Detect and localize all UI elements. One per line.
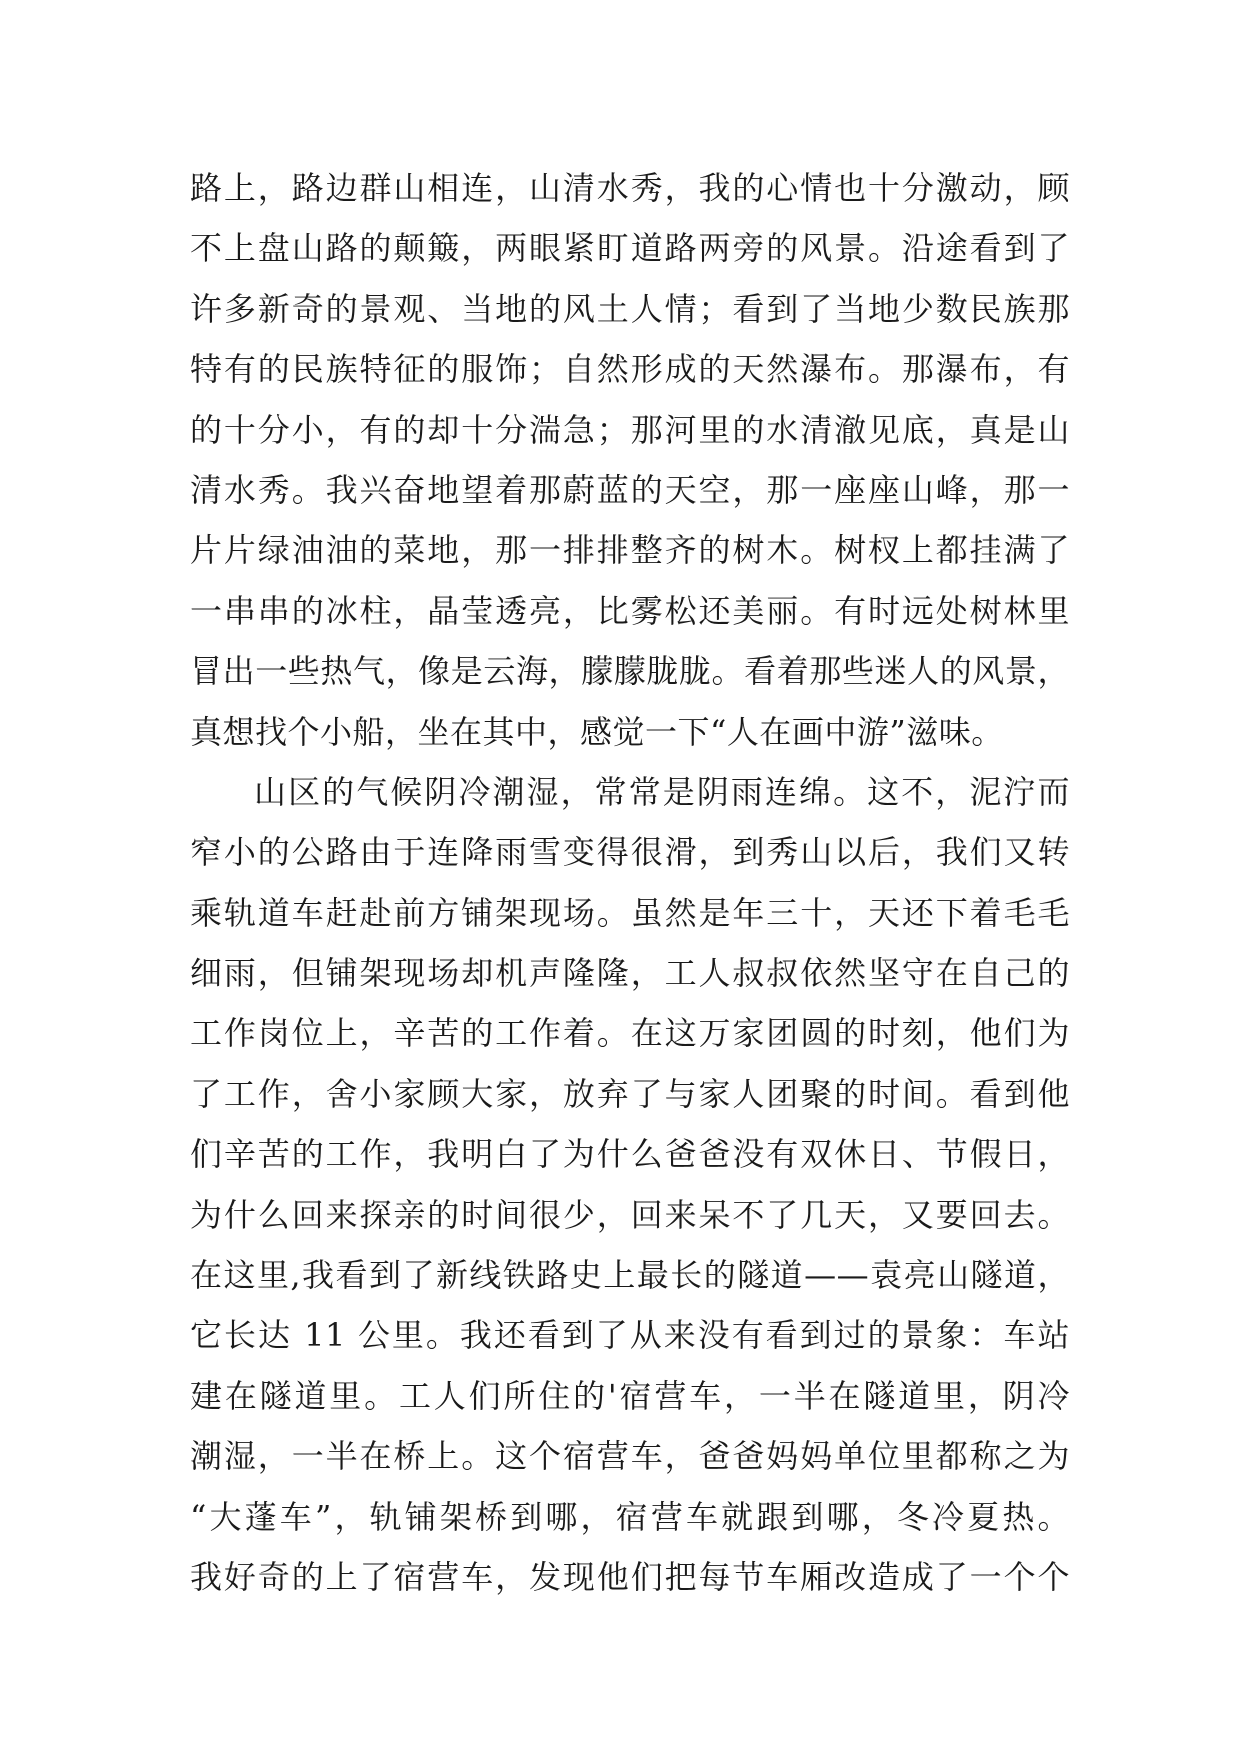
text-line: 潮湿，一半在桥上。这个宿营车，爸爸妈妈单位里都称之为: [190, 1437, 1070, 1476]
text-line: 不上盘山路的颠簸，两眼紧盯道路两旁的风景。沿途看到了: [190, 229, 1070, 268]
text-line: 了工作，舍小家顾大家，放弃了与家人团聚的时间。看到他: [190, 1074, 1070, 1113]
text-line: 真想找个小船，坐在其中，感觉一下“人在画中游”滋味。: [190, 712, 1004, 751]
text-line: 片片绿油油的菜地，那一排排整齐的树木。树杈上都挂满了: [190, 531, 1070, 570]
text-line: 工作岗位上，辛苦的工作着。在这万家团圆的时刻，他们为: [190, 1014, 1070, 1053]
text-line: 为什么回来探亲的时间很少，回来呆不了几天，又要回去。: [190, 1195, 1070, 1234]
text-line: 一串串的冰柱，晶莹透亮，比雾松还美丽。有时远处树林里: [190, 591, 1070, 630]
text-line: 清水秀。我兴奋地望着那蔚蓝的天空，那一座座山峰，那一: [190, 470, 1070, 509]
text-line: 细雨，但铺架现场却机声隆隆，工人叔叔依然坚守在自己的: [190, 954, 1070, 993]
body-text: [190, 158, 1070, 1607]
text-line: 我好奇的上了宿营车，发现他们把每节车厢改造成了一个个: [190, 1557, 1070, 1596]
text-line: 乘轨道车赶赴前方铺架现场。虽然是年三十，天还下着毛毛: [190, 893, 1070, 932]
text-line: 的十分小，有的却十分湍急；那河里的水清澈见底，真是山: [190, 410, 1070, 449]
text-line: 们辛苦的工作，我明白了为什么爸爸没有双休日、节假日，: [190, 1135, 1070, 1174]
paragraph-first-line: 山区的气候阴冷潮湿，常常是阴雨连绵。这不，泥泞而: [254, 772, 1070, 811]
text-line: 特有的民族特征的服饰；自然形成的天然瀑布。那瀑布，有: [190, 350, 1070, 389]
text-line: 窄小的公路由于连降雨雪变得很滑，到秀山以后，我们又转: [190, 833, 1070, 872]
text-line: 冒出一些热气，像是云海，朦朦胧胧。看着那些迷人的风景，: [190, 652, 1070, 691]
text-line: 建在隧道里。工人们所住的'宿营车，一半在隧道里，阴冷: [190, 1376, 1070, 1415]
text-line: 在这里,我看到了新线铁路史上最长的隧道——袁亮山隧道，: [190, 1256, 1070, 1295]
text-line: 路上，路边群山相连，山清水秀，我的心情也十分激动，顾: [190, 169, 1070, 207]
text-line: 它长达 11 公里。我还看到了从来没有看到过的景象：车站: [190, 1316, 1070, 1355]
text-line: 许多新奇的景观、当地的风土人情；看到了当地少数民族那: [190, 289, 1070, 328]
text-line: “大蓬车”，轨铺架桥到哪，宿营车就跟到哪，冬冷夏热。: [190, 1497, 1070, 1536]
